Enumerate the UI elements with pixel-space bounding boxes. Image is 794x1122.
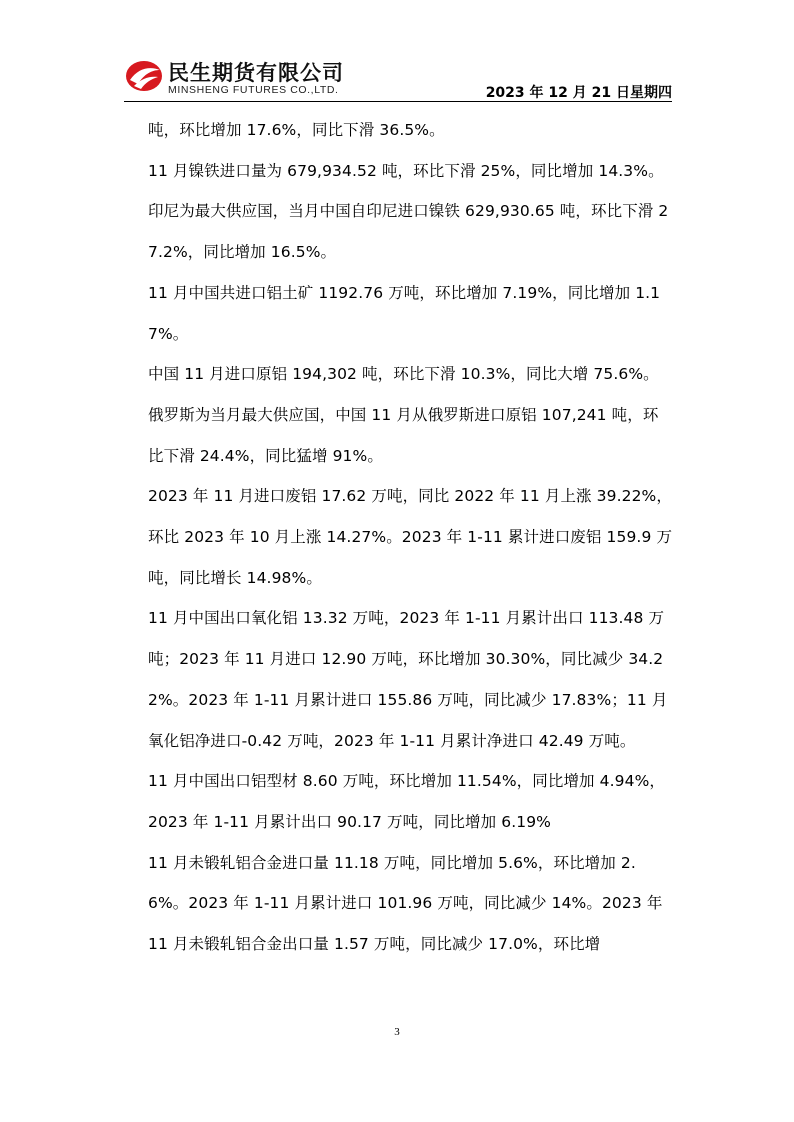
report-body	[148, 110, 674, 965]
report-date: 2023 年 12 月 21 日星期四	[485, 85, 672, 101]
paragraph: 11 月中国共进口铝土矿 1192.76 万吨，环比增加 7.19%，同比增加 1.17%。	[148, 283, 661, 343]
paragraph: 11 月中国出口氧化铝 13.32 万吨，2023 年 1-11 月累计出口 113.48 万吨；2023 年 11 月进口 12.90 万吨，环比增加 30.30%，同比减少 34.22%。2023 年 1-11 月累计进口 155.86 万吨，同比减少 17.83%；11 月氧化铝净进口-0.42 万吨，2023 年 1-11 月累计净进口 42.49 万吨。	[148, 609, 668, 750]
page-number: 3	[394, 1026, 400, 1038]
company-name-en: MINSHENG FUTURES CO.,LTD.	[168, 84, 339, 96]
paragraph: 2023 年 11 月进口废铝 17.62 万吨，同比 2022 年 11 月上涨 39.22%，环比 2023 年 10 月上涨 14.27%。2023 年 1-11 累计进口废铝 159.9 万吨，同比增长 14.98%。	[148, 487, 673, 587]
minsheng-logo-icon	[124, 58, 164, 94]
page-header	[124, 56, 672, 100]
paragraph: 11 月镍铁进口量为 679,934.52 吨，环比下滑 25%，同比增加 14.3%。印尼为最大供应国，当月中国自印尼进口镍铁 629,930.65 吨，环比下滑 27.2%，同比增加 16.5%。	[148, 161, 669, 262]
company-logo	[124, 56, 384, 100]
paragraph: 11 月中国出口铝型材 8.60 万吨，环比增加 11.54%，同比增加 4.94%，2023 年 1-11 月累计出口 90.17 万吨，同比增加 6.19%	[148, 772, 666, 831]
company-name-cn: 民生期货有限公司	[168, 61, 344, 85]
paragraph: 吨，环比增加 17.6%，同比下滑 36.5%。	[148, 121, 445, 139]
paragraph: 中国 11 月进口原铝 194,302 吨，环比下滑 10.3%，同比大增 75.6%。俄罗斯为当月最大供应国，中国 11 月从俄罗斯进口原铝 107,241 吨，环比下滑 24.4%，同比猛增 91%。	[148, 365, 659, 465]
header-rule	[124, 101, 672, 102]
paragraph: 11 月未锻轧铝合金进口量 11.18 万吨，同比增加 5.6%，环比增加 2.6%。2023 年 1-11 月累计进口 101.96 万吨，同比减少 14%。2023 年 11 月未锻轧铝合金出口量 1.57 万吨，同比减少 17.0%，环比增	[148, 853, 663, 954]
